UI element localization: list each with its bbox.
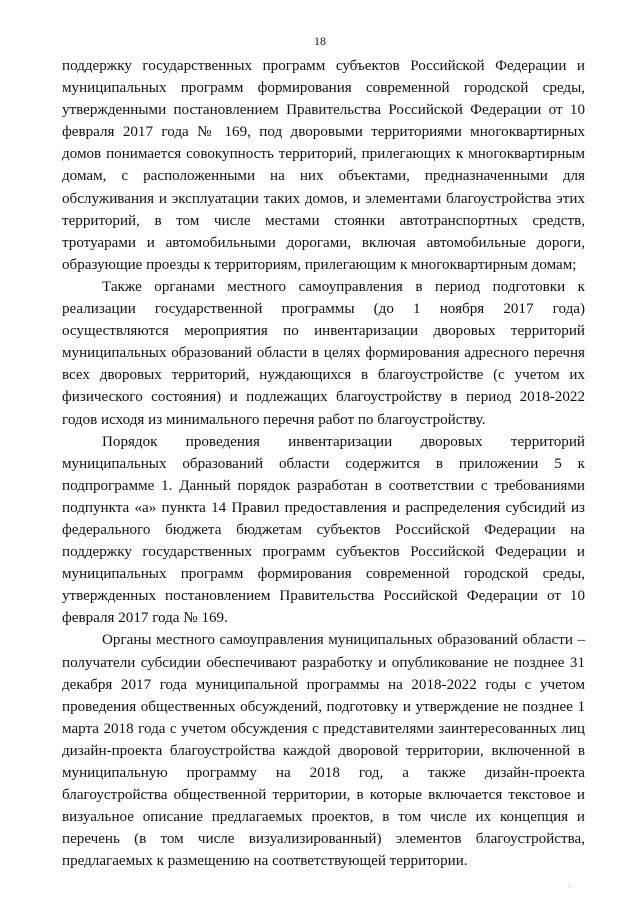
paragraph-inventory-procedure: Порядок проведения инвентаризации дворовых территорий муниципальных образований области содержится в приложении 5 к подпрограмме 1. Данный порядок разработан в соответствии с требованиями подпункта «а» пункта 14 Правил предоставления и распределения субсидий из федерального бюджета бюджетам субъектов Российской Федерации на поддержку государственных программ субъектов Российской Федерации и муниципальных программ формирования современной городской среды, утвержденных постановлением Правительства Российской Федерации от 10 февраля 2017 года № 169. bbox=[62, 433, 585, 627]
paragraph-local-authorities: Органы местного самоуправления муниципальных образований области – получатели субсидии обеспечивают разработку и опубликование не позднее 31 декабря 2017 года муниципальной программы на 2018-2022 годы с учетом проведения общественных обсуждений, подготовку и утверждение не позднее 1 марта 2018 года с учетом обсуждения с представителями заинтересованных лиц дизайн-проекта благоустройства каждой дворовой территории, включенной в муниципальную программу на 2018 год, а также дизайн-проекта благоустройства общественной территории, в которые включается текстовое и визуальное описание предлагаемых проектов, в том числе их концепция и перечень (в том числе визуализированный) элементов благоустройства, предлагаемых к размещению на соответствующей территории. bbox=[62, 632, 585, 870]
page-number: 18 bbox=[314, 34, 326, 48]
scan-mark: ' bbox=[569, 886, 571, 892]
paragraph-continuation: поддержку государственных программ субъектов Российской Федерации и муниципальных программ формирования современной городской среды, утвержденными постановлением Правительства Российской Федерации от 10 февраля 2017 года № 169, под дворовыми территориями многоквартирных домов понимается совокупность территорий, прилегающих к многоквартирным домам, с расположенными на них объектами, предназначенными для обслуживания и эксплуатации таких домов, и элементами благоустройства этих территорий, в том числе местами стоянки автотранспортных средств, тротуарами и автомобильными дорогами, включая автомобильные дороги, образующие проезды к территориям, прилегающим к многоквартирным домам; bbox=[62, 58, 585, 273]
paragraph-inventory-measures: Также органами местного самоуправления в период подготовки к реализации государственной программы (до 1 ноября 2017 года) осуществляются мероприятия по инвентаризации дворовых территорий муниципальных образований области в целях формирования адресного перечня всех дворовых территорий, нуждающихся в благоустройстве (с учетом их физического состояния) и подлежащих благоустройству в период 2018-2022 годов исходя из минимального перечня работ по благоустройству. bbox=[62, 278, 585, 428]
document-body bbox=[62, 55, 585, 872]
